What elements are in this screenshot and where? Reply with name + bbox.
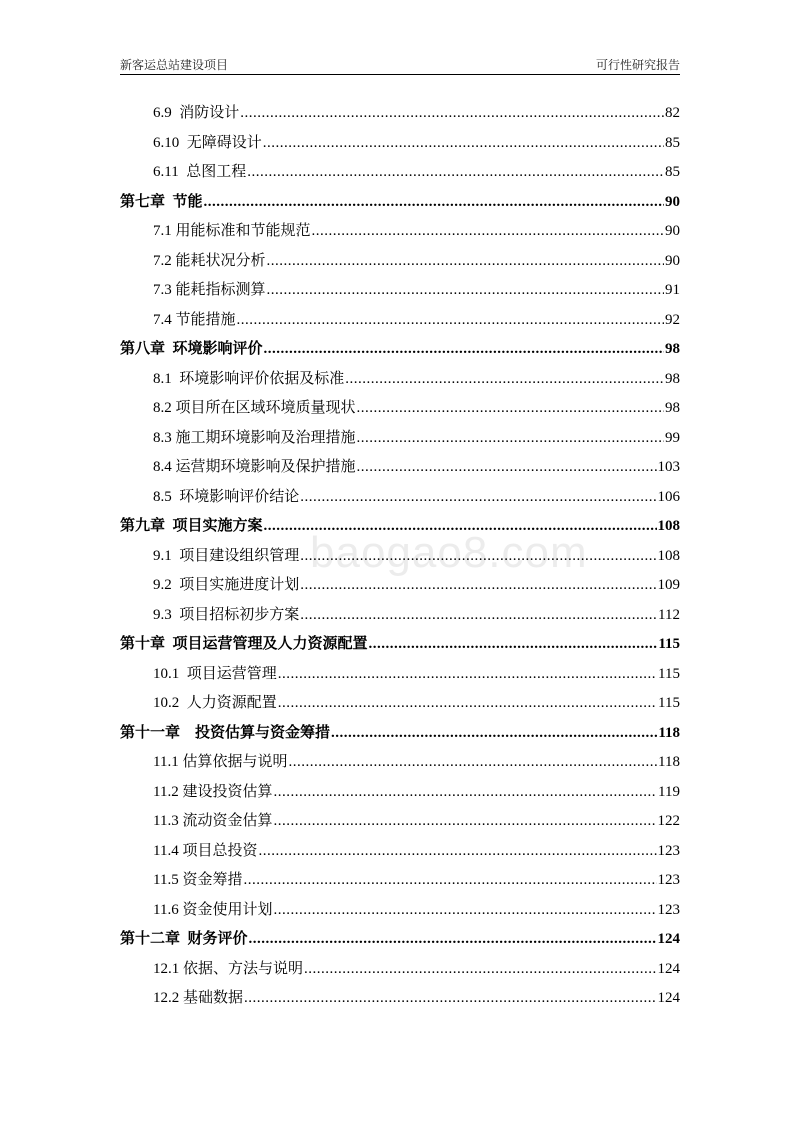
toc-section-entry[interactable]	[120, 162, 680, 192]
toc-entry-page-number: 85	[665, 134, 680, 151]
toc-entry-title: 9.1 项目建设组织管理	[153, 547, 300, 564]
toc-entry-title: 11.5 资金筹措	[153, 872, 243, 888]
toc-section-entry[interactable]	[120, 841, 680, 871]
toc-entry-title: 6.10 无障碍设计	[153, 134, 262, 151]
toc-entry-page-number: 98	[665, 370, 680, 387]
dot-leader	[345, 369, 664, 389]
dot-leader	[240, 103, 664, 123]
toc-entry-page-number: 124	[657, 960, 680, 977]
header-report-type: 可行性研究报告	[595, 58, 680, 72]
toc-entry-title: 7.2 能耗状况分析	[153, 252, 266, 269]
dot-leader	[300, 487, 656, 507]
toc-entry-title: 第十一章 投资估算与资金筹措	[120, 724, 331, 741]
toc-section-entry[interactable]	[120, 251, 680, 281]
toc-section-entry[interactable]	[120, 575, 680, 605]
toc-entry-title: 12.1 依据、方法与说明	[153, 960, 304, 977]
toc-entry-title: 11.6 资金使用计划	[153, 901, 273, 918]
toc-entry-page-number: 99	[665, 429, 680, 446]
toc-entry-title: 8.5 环境影响评价结论	[153, 488, 300, 505]
toc-section-entry[interactable]	[120, 398, 680, 428]
toc-section-entry[interactable]	[120, 103, 680, 133]
toc-entry-page-number: 98	[665, 341, 680, 357]
toc-section-entry[interactable]	[120, 310, 680, 340]
toc-entry-page-number: 98	[665, 400, 680, 416]
toc-entry-title: 9.2 项目实施进度计划	[153, 577, 300, 593]
dot-leader	[267, 280, 664, 300]
toc-entry-title: 12.2 基础数据	[153, 990, 244, 1006]
toc-entry-page-number: 103	[657, 459, 680, 475]
dot-leader	[263, 133, 664, 153]
toc-section-entry[interactable]	[120, 280, 680, 310]
dot-leader	[300, 575, 656, 595]
toc-entry-page-number: 118	[658, 724, 680, 741]
toc-entry-title: 11.2 建设投资估算	[153, 783, 273, 800]
toc-section-entry[interactable]	[120, 900, 680, 930]
toc-entry-title: 9.3 项目招标初步方案	[153, 606, 300, 623]
toc-entry-page-number: 90	[665, 223, 680, 239]
toc-section-entry[interactable]	[120, 605, 680, 635]
toc-entry-title: 第十二章 财务评价	[120, 931, 248, 947]
toc-entry-title: 7.3 能耗指标测算	[153, 282, 266, 298]
toc-entry-page-number: 92	[665, 311, 680, 328]
toc-chapter-entry[interactable]	[120, 634, 680, 664]
dot-leader	[264, 339, 664, 359]
toc-entry-title: 8.3 施工期环境影响及治理措施	[153, 429, 356, 446]
toc-entry-page-number: 124	[657, 931, 680, 947]
toc-entry-title: 10.1 项目运营管理	[153, 665, 277, 682]
toc-entry-page-number: 118	[658, 754, 680, 770]
toc-section-entry[interactable]	[120, 457, 680, 487]
toc-entry-page-number: 124	[657, 990, 680, 1006]
toc-chapter-entry[interactable]	[120, 929, 680, 959]
toc-entry-title: 8.4 运营期环境影响及保护措施	[153, 459, 356, 475]
toc-entry-title: 7.1 用能标准和节能规范	[153, 223, 311, 239]
toc-section-entry[interactable]	[120, 870, 680, 900]
dot-leader	[247, 162, 664, 182]
toc-entry-page-number: 91	[665, 282, 680, 298]
dot-leader	[264, 516, 657, 536]
toc-entry-page-number: 119	[658, 783, 680, 800]
toc-entry-page-number: 115	[658, 665, 680, 682]
toc-entry-page-number: 106	[657, 488, 680, 505]
dot-leader	[357, 398, 664, 418]
toc-entry-page-number: 90	[665, 193, 680, 210]
toc-chapter-entry[interactable]	[120, 516, 680, 546]
toc-entry-page-number: 122	[657, 813, 680, 829]
dot-leader	[273, 782, 657, 802]
dot-leader	[258, 841, 656, 861]
page-header	[120, 56, 680, 75]
dot-leader	[300, 605, 657, 625]
toc-section-entry[interactable]	[120, 782, 680, 812]
toc-section-entry[interactable]	[120, 988, 680, 1018]
toc-chapter-entry[interactable]	[120, 192, 680, 222]
toc-entry-title: 6.9 消防设计	[153, 105, 240, 121]
toc-entry-title: 第九章 项目实施方案	[120, 518, 263, 534]
dot-leader	[369, 634, 658, 654]
toc-entry-title: 第八章 环境影响评价	[120, 341, 263, 357]
dot-leader	[204, 192, 664, 212]
toc-section-entry[interactable]	[120, 487, 680, 517]
dot-leader	[300, 546, 656, 566]
toc-section-entry[interactable]	[120, 693, 680, 723]
toc-entry-title: 11.4 项目总投资	[153, 842, 258, 859]
toc-section-entry[interactable]	[120, 811, 680, 841]
toc-entry-page-number: 115	[658, 636, 680, 652]
toc-entry-page-number: 123	[657, 842, 680, 859]
watermark: baogao8.com	[310, 528, 588, 577]
toc-section-entry[interactable]	[120, 133, 680, 163]
header-project-title: 新客运总站建设项目	[120, 58, 229, 72]
dot-leader	[273, 811, 656, 831]
toc-section-entry[interactable]	[120, 221, 680, 251]
toc-entry-title: 11.1 估算依据与说明	[153, 754, 288, 770]
toc-entry-title: 7.4 节能措施	[153, 311, 236, 328]
toc-entry-title: 6.11 总图工程	[153, 164, 247, 180]
dot-leader	[278, 664, 657, 684]
toc-section-entry[interactable]	[120, 428, 680, 458]
dot-leader	[288, 752, 657, 772]
dot-leader	[331, 723, 657, 743]
toc-entry-page-number: 109	[657, 577, 680, 593]
toc-chapter-entry[interactable]	[120, 339, 680, 369]
toc-entry-page-number: 82	[665, 105, 680, 121]
dot-leader	[273, 900, 656, 920]
toc-entry-title: 10.2 人力资源配置	[153, 695, 277, 711]
dot-leader	[244, 988, 656, 1008]
toc-entry-title: 8.1 环境影响评价依据及标准	[153, 370, 345, 387]
table-of-contents	[120, 103, 680, 1018]
toc-entry-page-number: 108	[657, 518, 680, 534]
toc-entry-page-number: 112	[658, 606, 680, 623]
toc-section-entry[interactable]	[120, 664, 680, 694]
dot-leader	[312, 221, 664, 241]
toc-entry-page-number: 115	[658, 695, 680, 711]
toc-entry-title: 11.3 流动资金估算	[153, 813, 273, 829]
toc-entry-title: 第十章 项目运营管理及人力资源配置	[120, 636, 368, 652]
toc-entry-page-number: 90	[665, 252, 680, 269]
toc-chapter-entry[interactable]	[120, 723, 680, 753]
toc-entry-page-number: 108	[657, 547, 680, 564]
dot-leader	[267, 251, 664, 271]
dot-leader	[304, 959, 656, 979]
toc-section-entry[interactable]	[120, 959, 680, 989]
toc-entry-title: 8.2 项目所在区域环境质量现状	[153, 400, 356, 416]
dot-leader	[278, 693, 657, 713]
dot-leader	[357, 428, 664, 448]
toc-section-entry[interactable]	[120, 369, 680, 399]
toc-entry-title: 第七章 节能	[120, 193, 203, 210]
dot-leader	[243, 870, 656, 890]
toc-section-entry[interactable]	[120, 752, 680, 782]
toc-entry-page-number: 123	[657, 872, 680, 888]
dot-leader	[249, 929, 657, 949]
toc-entry-page-number: 85	[665, 164, 680, 180]
dot-leader	[237, 310, 664, 330]
toc-section-entry[interactable]	[120, 546, 680, 576]
toc-entry-page-number: 123	[657, 901, 680, 918]
dot-leader	[357, 457, 657, 477]
